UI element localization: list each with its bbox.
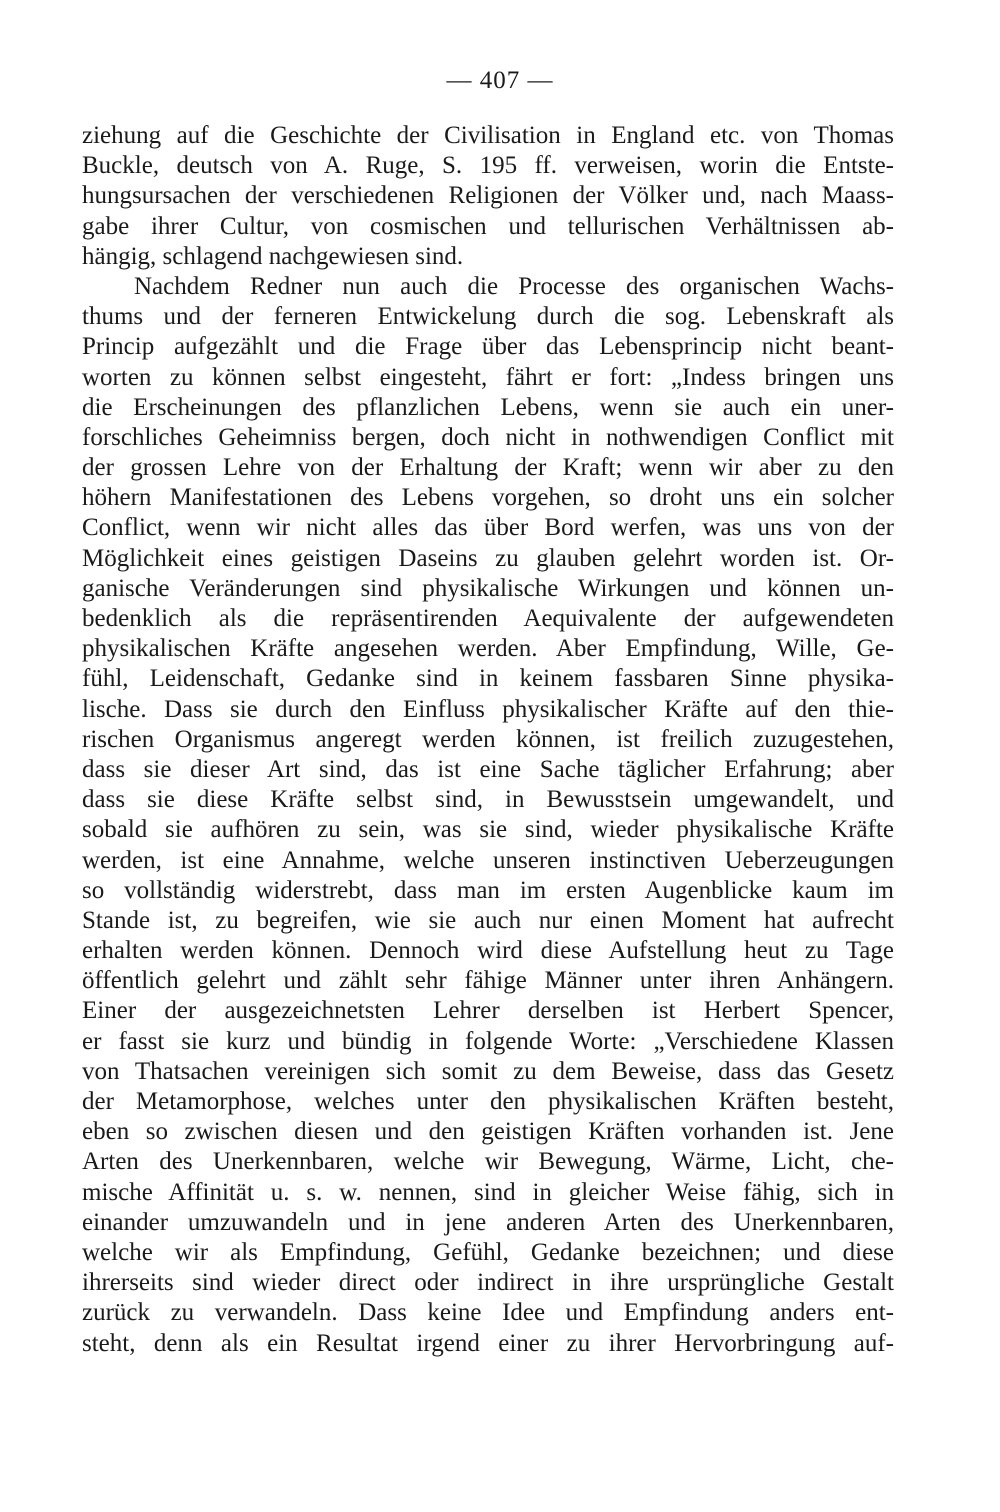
text-line: zurück zu verwandeln. Dass keine Idee und Empfindung anders ent- [82,1299,894,1327]
text-line: höhern Manifestationen des Lebens vorgehen, so droht uns ein solcher [82,484,894,512]
text-line: Stande ist, zu begreifen, wie sie auch nur einen Moment hat aufrecht [82,906,894,934]
text-line: bedenklich als die repräsentirenden Aequivalente der aufgewendeten [82,605,894,632]
text-line: die Erscheinungen des pflanzlichen Lebens, wenn sie auch ein uner- [82,393,894,421]
text-line: der grossen Lehre von der Erhaltung der Kraft; wenn wir aber zu den [82,454,894,482]
text-line: forschliches Geheimniss bergen, doch nicht in nothwendigen Conflict mit [82,423,894,451]
text-line: von Thatsachen vereinigen sich somit zu dem Beweise, dass das Gesetz [82,1057,894,1085]
text-line: fühl, Leidenschaft, Gedanke sind in keinem fassbaren Sinne physika- [82,665,894,693]
text-line: Conflict, wenn wir nicht alles das über Bord werfen, was uns von der [82,514,894,542]
text-line: so vollständig widerstrebt, dass man im ersten Augenblicke kaum im [82,876,894,904]
text-line: worten zu können selbst eingesteht, fährt er fort: „Indess bringen uns [82,363,894,391]
text-line: ihrerseits sind wieder direct oder indirect in ihre ursprüngliche Gestalt [82,1269,894,1297]
body-text [82,121,894,1359]
text-line: erhalten werden können. Dennoch wird diese Aufstellung heut zu Tage [82,937,894,965]
text-line: thums und der ferneren Entwickelung durch die sog. Lebenskraft als [82,303,894,331]
text-line: der Metamorphose, welches unter den physikalischen Kräften besteht, [82,1088,894,1115]
text-line: er fasst sie kurz und bündig in folgende Worte: „Verschiedene Klassen [82,1027,894,1055]
text-line: steht, denn als ein Resultat irgend einer zu ihrer Hervorbringung auf- [82,1329,894,1357]
text-line: hungsursachen der verschiedenen Religionen der Völker und, nach Maass- [82,182,894,210]
text-line: Nachdem Redner nun auch die Processe des organischen Wachs- [134,272,894,300]
text-line: ganische Veränderungen sind physikalische Wirkungen und können un- [82,574,894,602]
text-line: Einer der ausgezeichnetsten Lehrer derselben ist Herbert Spencer, [82,997,894,1025]
text-line: mische Affinität u. s. w. nennen, sind in gleicher Weise fähig, sich in [82,1178,894,1206]
text-line: physikalischen Kräfte angesehen werden. Aber Empfindung, Wille, Ge- [82,635,894,663]
text-line: Arten des Unerkennbaren, welche wir Bewegung, Wärme, Licht, che- [82,1148,894,1176]
text-line: Möglichkeit eines geistigen Daseins zu glauben gelehrt worden ist. Or- [82,544,894,572]
text-line: dass sie diese Kräfte selbst sind, in Bewusstsein umgewandelt, und [82,786,894,814]
text-line: eben so zwischen diesen und den geistigen Kräften vorhanden ist. Jene [82,1118,894,1146]
text-line: sobald sie aufhören zu sein, was sie sind, wieder physikalische Kräfte [82,816,894,844]
text-line: werden, ist eine Annahme, welche unseren instinctiven Ueberzeugungen [82,846,894,874]
page-number: — 407 — [446,67,554,94]
text-line: gabe ihrer Cultur, von cosmischen und tellurischen Verhältnissen ab- [82,212,894,240]
text-line: lische. Dass sie durch den Einfluss physikalischer Kräfte auf den thie- [82,695,894,723]
text-line: rischen Organismus angeregt werden können, ist freilich zuzugestehen, [82,725,894,753]
text-line: Princip aufgezählt und die Frage über das Lebensprincip nicht beant- [82,333,894,361]
text-line: ziehung auf die Geschichte der Civilisation in England etc. von Thomas [82,122,894,149]
text-line: Buckle, deutsch von A. Ruge, S. 195 ff. verweisen, worin die Entste- [82,152,894,180]
text-line: dass sie dieser Art sind, das ist eine Sache täglicher Erfahrung; aber [82,755,894,783]
text-line: welche wir als Empfindung, Gefühl, Gedanke bezeichnen; und diese [82,1238,894,1266]
text-line: öffentlich gelehrt und zählt sehr fähige Männer unter ihren Anhängern. [82,967,894,995]
text-line: einander umzuwandeln und in jene anderen Arten des Unerkennbaren, [82,1208,894,1236]
text-line: hängig, schlagend nachgewiesen sind. [82,242,464,270]
